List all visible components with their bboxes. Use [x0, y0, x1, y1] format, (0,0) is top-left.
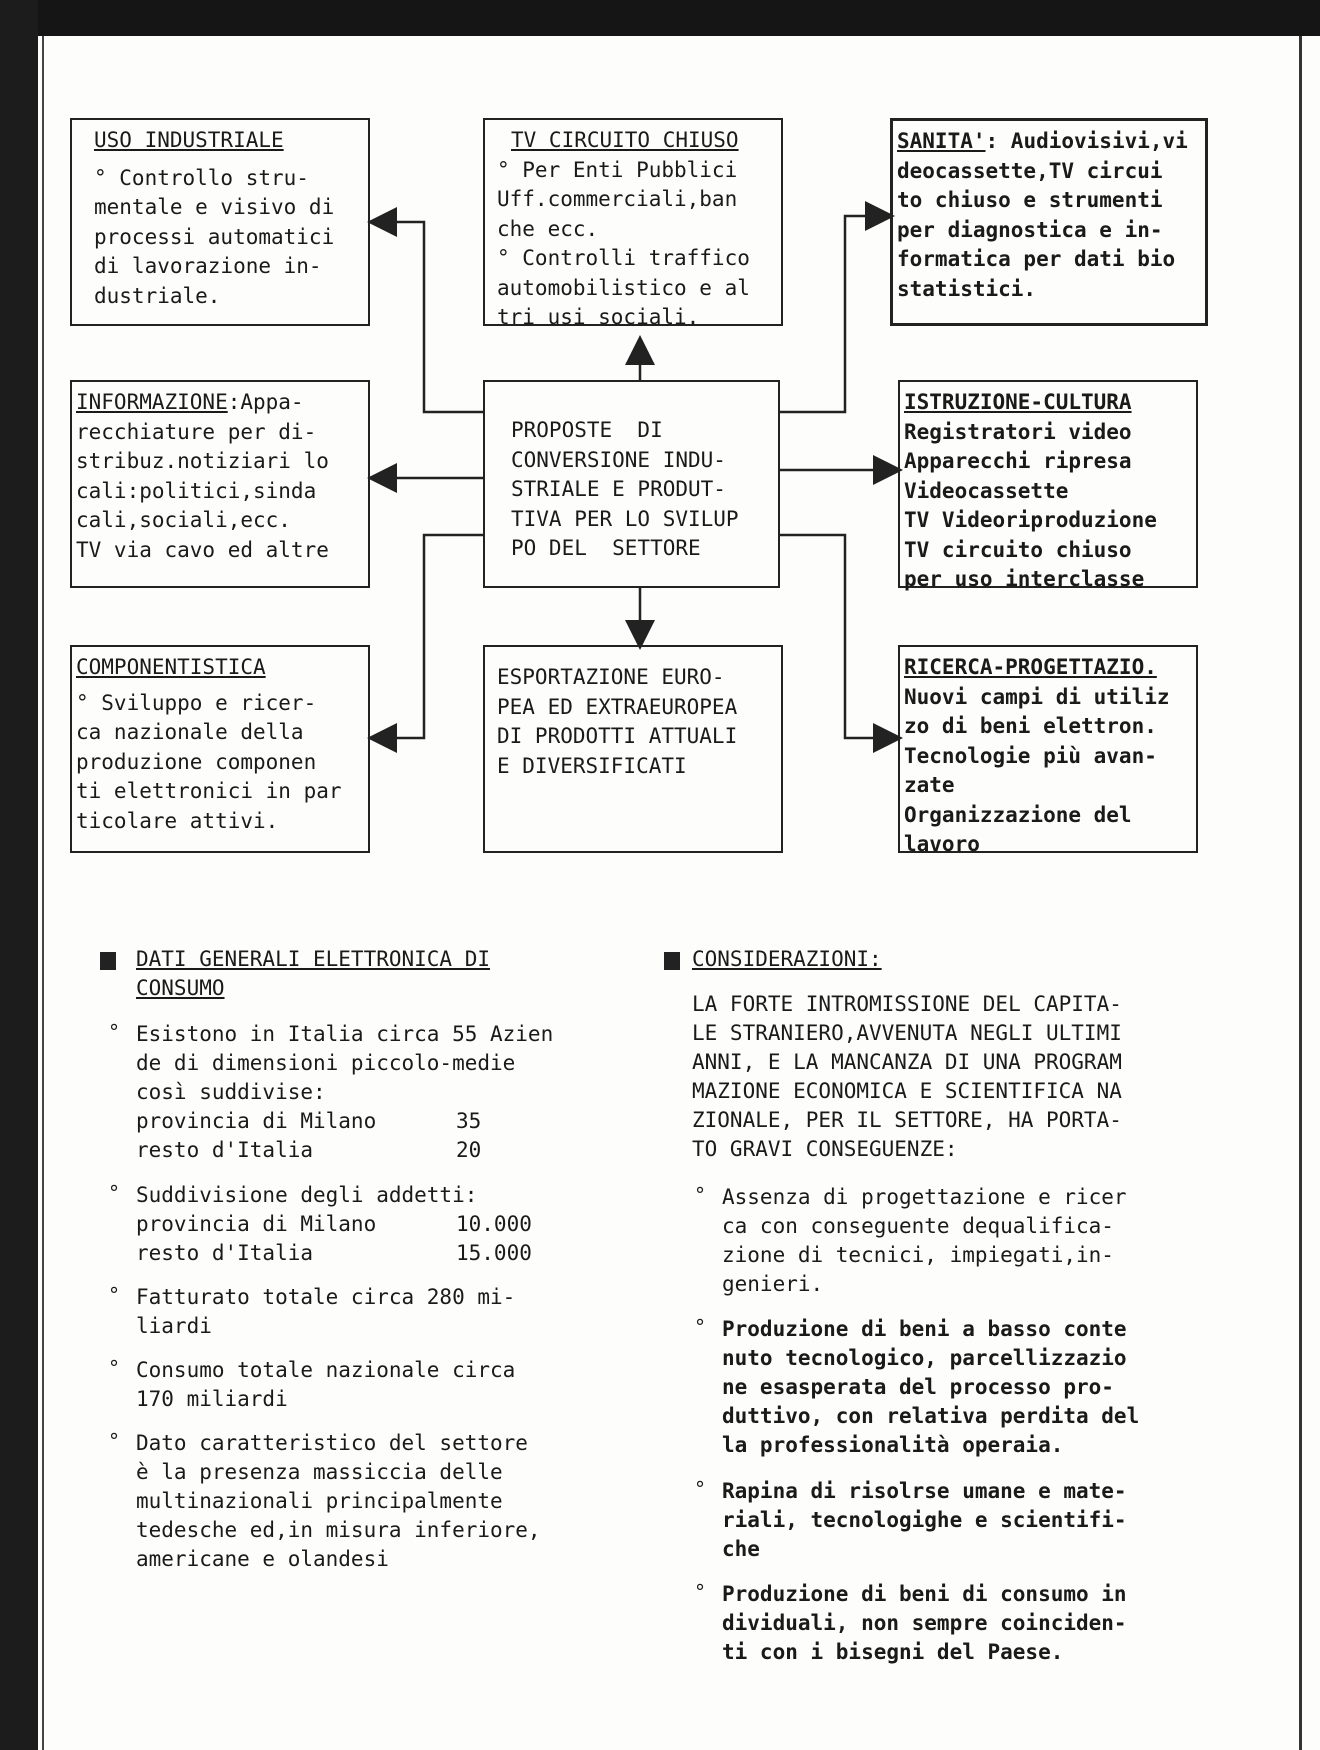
bullet-line: Dato caratteristico del settore [136, 1431, 528, 1455]
intro-line: LA FORTE INTROMISSIONE DEL CAPITA- [692, 992, 1122, 1016]
box-line: che ecc. [497, 216, 599, 241]
scan-top-border [0, 0, 1320, 36]
bullet-line: Assenza di progettazione e ricer [722, 1185, 1127, 1209]
considerazioni-bullet-progettazione [722, 1183, 1127, 1299]
bullet-line: dividuali, non sempre coinciden- [722, 1611, 1127, 1635]
box-line: dustriale. [94, 283, 221, 308]
box-line: produzione componen [76, 749, 317, 774]
box-line: TV via cavo ed altre [76, 537, 329, 562]
data-row [136, 1239, 532, 1268]
box-informazione [70, 380, 370, 588]
considerazioni-bullet-produzione [722, 1315, 1139, 1460]
bullet-line: che [722, 1537, 760, 1561]
row-value: 20 [456, 1138, 482, 1162]
box-title: INFORMAZIONE [76, 390, 228, 414]
box-line: Uff.commerciali,ban [497, 187, 738, 211]
considerazioni-bullet-consumo [722, 1580, 1127, 1667]
box-title-line [76, 388, 368, 418]
dati-section-title [136, 945, 490, 1003]
page-right-edge [1299, 36, 1302, 1750]
bullet-line: così suddivise: [136, 1080, 326, 1104]
section-bullet-square [100, 952, 116, 970]
box-line: lavoro [904, 832, 980, 856]
box-line: di lavorazione in- [94, 254, 322, 278]
box-line: PROPOSTE DI [511, 418, 663, 442]
box-line: Tecnologie più avan- [904, 743, 1157, 768]
box-line: TIVA PER LO SVILUP [511, 506, 739, 531]
box-line: tri usi sociali. [497, 305, 700, 329]
bullet-line: la professionalità operaia. [722, 1433, 1064, 1457]
bullet-marker: ° [694, 1315, 707, 1339]
box-line: Apparecchi ripresa [904, 449, 1132, 473]
box-title-rest: :Appa- [227, 390, 304, 414]
row-label: provincia di Milano [136, 1109, 377, 1133]
bullet-line: de di dimensioni piccolo-medie [136, 1051, 516, 1075]
intro-line: LE STRANIERO,AVVENUTA NEGLI ULTIMI [692, 1021, 1122, 1045]
bullet-line: Consumo totale nazionale circa [136, 1358, 516, 1382]
bullet-line: genieri. [722, 1272, 824, 1296]
considerazioni-bullet-rapina [722, 1477, 1127, 1564]
section-title-line: DATI GENERALI ELETTRONICA DI [136, 947, 491, 971]
considerazioni-section-title [692, 945, 882, 974]
box-uso-industriale [70, 118, 370, 326]
section-title-line: CONSIDERAZIONI: [692, 947, 882, 971]
row-value: 35 [456, 1109, 482, 1133]
box-line: ° Sviluppo e ricer- [76, 690, 317, 715]
box-title: ISTRUZIONE-CULTURA [904, 390, 1132, 414]
box-title: USO INDUSTRIALE [94, 128, 284, 152]
box-proposte-conversione [483, 380, 780, 588]
box-line: deocassette,TV circui [897, 158, 1163, 183]
bullet-line: americane e olandesi [136, 1547, 389, 1571]
box-line: TV circuito chiuso [904, 537, 1132, 562]
dati-bullet-addetti [136, 1181, 532, 1268]
dati-bullet-fatturato [136, 1283, 515, 1341]
box-line: STRIALE E PRODUT- [511, 477, 726, 501]
bullet-line: Produzione di beni a basso conte [722, 1317, 1127, 1341]
bullet-line: liardi [136, 1314, 212, 1338]
box-line: stribuz.notiziari lo [76, 449, 329, 473]
bullet-line: duttivo, con relativa perdita del [722, 1404, 1140, 1428]
box-istruzione-cultura [898, 380, 1198, 591]
box-line: DI PRODOTTI ATTUALI [497, 724, 738, 748]
box-ricerca-progettazione [898, 645, 1198, 856]
box-line: PEA ED EXTRAEUROPEA [497, 694, 738, 719]
considerazioni-intro [692, 990, 1122, 1164]
bullet-line: Suddivisione degli addetti: [136, 1183, 478, 1207]
dati-bullet-consumo [136, 1356, 515, 1414]
row-label: resto d'Italia [136, 1241, 314, 1265]
bullet-line: zione di tecnici, impiegati,in- [722, 1243, 1114, 1267]
bullet-line: tedesche ed,in misura inferiore, [136, 1518, 541, 1542]
box-line: ° Controllo stru- [94, 165, 309, 190]
bullet-line: ti con i bisegni del Paese. [722, 1640, 1064, 1664]
box-line: Registratori video [904, 419, 1132, 444]
intro-line: ZIONALE, PER IL SETTORE, HA PORTA- [692, 1108, 1122, 1132]
box-line: to chiuso e strumenti [897, 188, 1163, 212]
bullet-line: Esistono in Italia circa 55 Azien [136, 1022, 554, 1046]
box-componentistica [70, 645, 370, 853]
data-row [136, 1107, 553, 1136]
box-line: zate [904, 773, 955, 797]
intro-line: TO GRAVI CONSEGUENZE: [692, 1137, 958, 1161]
box-line: ticolare attivi. [76, 808, 279, 833]
box-line: ti elettronici in par [76, 779, 342, 803]
box-tv-circuito-chiuso [483, 118, 783, 329]
box-line: Organizzazione del [904, 802, 1132, 827]
box-title: SANITA' [897, 129, 986, 153]
bullet-line: nuto tecnologico, parcellizzazio [722, 1346, 1127, 1370]
box-line: recchiature per di- [76, 419, 317, 444]
box-line: processi automatici [94, 224, 335, 249]
bullet-line: Fatturato totale circa 280 mi- [136, 1285, 516, 1309]
box-title-line [897, 127, 1205, 157]
box-line: CONVERSIONE INDU- [511, 447, 726, 472]
row-label: provincia di Milano [136, 1212, 377, 1236]
bullet-line: ca con conseguente dequalifica- [722, 1214, 1114, 1238]
dati-bullet-multinazionali [136, 1429, 541, 1574]
bullet-line: multinazionali principalmente [136, 1489, 503, 1513]
box-line: Nuovi campi di utiliz [904, 684, 1170, 709]
box-line: PO DEL SETTORE [511, 536, 701, 560]
section-bullet-square [664, 952, 680, 970]
box-line: ca nazionale della [76, 720, 304, 744]
box-title: TV CIRCUITO CHIUSO [511, 128, 739, 152]
data-row [136, 1136, 553, 1165]
bullet-line: 170 miliardi [136, 1387, 288, 1411]
bullet-line: riali, tecnologighe e scientifi- [722, 1508, 1127, 1532]
bullet-line: è la presenza massiccia delle [136, 1460, 503, 1484]
box-line: ESPORTAZIONE EURO- [497, 665, 725, 689]
dati-bullet-aziende [136, 1020, 553, 1165]
box-line: per diagnostica e in- [897, 217, 1163, 242]
box-line: mentale e visivo di [94, 195, 335, 219]
box-title: RICERCA-PROGETTAZIO. [904, 655, 1157, 679]
row-label: resto d'Italia [136, 1138, 314, 1162]
box-line: TV Videoriproduzione [904, 508, 1157, 532]
intro-line: MAZIONE ECONOMICA E SCIENTIFICA NA [692, 1079, 1122, 1103]
bullet-marker: ° [108, 1283, 121, 1307]
box-sanita [890, 118, 1208, 326]
box-line: formatica per dati bio [897, 247, 1176, 271]
box-line: ° Per Enti Pubblici [497, 157, 738, 182]
box-line: per uso interclasse [904, 567, 1145, 591]
scan-left-border [0, 0, 38, 1750]
row-value: 15.000 [456, 1241, 532, 1265]
bullet-marker: ° [694, 1580, 707, 1604]
bullet-line: Rapina di risolrse umane e mate- [722, 1479, 1127, 1503]
bullet-marker: ° [694, 1183, 707, 1207]
box-line: automobilistico e al [497, 275, 750, 300]
bullet-marker: ° [108, 1356, 121, 1380]
bullet-line: ne esasperata del processo pro- [722, 1375, 1114, 1399]
box-title-rest: : Audiovisivi,vi [985, 129, 1188, 153]
box-line: cali:politici,sinda [76, 478, 317, 503]
data-row [136, 1210, 532, 1239]
row-value: 10.000 [456, 1212, 532, 1236]
box-line: statistici. [897, 276, 1037, 301]
box-line: zo di beni elettron. [904, 714, 1157, 738]
box-line: E DIVERSIFICATI [497, 753, 687, 778]
section-title-line: CONSUMO [136, 976, 225, 1000]
bullet-marker: ° [694, 1477, 707, 1501]
bullet-marker: ° [108, 1429, 121, 1453]
box-line: Videocassette [904, 478, 1069, 503]
intro-line: ANNI, E LA MANCANZA DI UNA PROGRAM [692, 1050, 1122, 1074]
box-line: cali,sociali,ecc. [76, 508, 291, 532]
bullet-marker: ° [108, 1020, 121, 1044]
box-line: ° Controlli traffico [497, 246, 750, 270]
bullet-line: Produzione di beni di consumo in [722, 1582, 1127, 1606]
box-title: COMPONENTISTICA [76, 655, 266, 679]
box-esportazione [483, 645, 783, 853]
bullet-marker: ° [108, 1181, 121, 1205]
page-margin-line [42, 36, 44, 1750]
